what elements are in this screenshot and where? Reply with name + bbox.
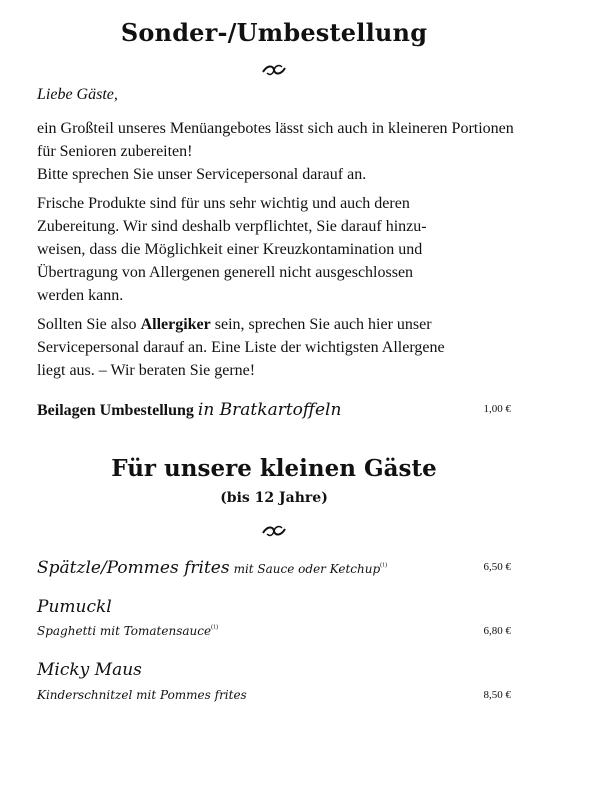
intro-para1: ein Großteil unseres Menüangebotes lässt sich auch in kleineren Portionen für Senioren zubereiten! <box>37 120 514 160</box>
intro-paragraph-2 <box>37 192 517 307</box>
intro-para3-line2: Servicepersonal darauf an. Eine Liste der wichtigsten Allergene <box>37 339 445 356</box>
intro-para1b: Bitte sprechen Sie unser Servicepersonal darauf an. <box>37 166 367 183</box>
kids-menu-item <box>37 622 511 644</box>
intro-paragraph-3 <box>37 313 517 382</box>
allergiker-emphasis: Allergiker <box>140 316 211 333</box>
intro-para3-pre: Sollten Sie also <box>37 316 141 333</box>
kids-menu-item <box>37 558 511 580</box>
kids-ornament-divider <box>0 523 548 541</box>
intro-para2-line5: werden kann. <box>37 287 124 304</box>
beilagen-price: 1,00 € <box>483 403 511 415</box>
dish-description: Spaghetti mit Tomatensauce <box>37 624 212 638</box>
beilagen-row <box>37 400 511 422</box>
dish-name: Pumuckl <box>37 597 112 617</box>
dish-price: 8,50 € <box>483 689 511 701</box>
dish-price: 6,50 € <box>483 561 511 573</box>
flourish-icon <box>261 524 287 538</box>
salutation: Liebe Gäste, <box>37 86 118 103</box>
dish-name: Micky Maus <box>37 660 142 680</box>
kids-menu-item-name <box>37 597 112 617</box>
dish-price: 6,80 € <box>483 625 511 637</box>
intro-para3-line1 <box>37 313 517 336</box>
allergen-note: (1) <box>380 562 388 569</box>
flourish-icon <box>261 63 287 77</box>
intro-para2-line4: Übertragung von Allergenen generell nicht ausgeschlossen <box>37 264 414 281</box>
kids-menu-item-name <box>37 660 142 680</box>
kids-section-subtitle: (bis 12 Jahre) <box>220 490 328 506</box>
page-title: Sonder-/Umbestellung <box>120 18 428 47</box>
beilagen-label: Beilagen Umbestellung <box>37 402 194 419</box>
dish-name: Spätzle/Pommes frites <box>37 558 230 578</box>
intro-para3-line3: liegt aus. – Wir beraten Sie gerne! <box>37 362 256 379</box>
ornament-divider <box>0 62 548 80</box>
intro-para2-line2: Zubereitung. Wir sind deshalb verpflichtet, Sie darauf hinzu- <box>37 218 427 235</box>
intro-para2-line1: Frische Produkte sind für uns sehr wichtig und auch deren <box>37 195 410 212</box>
kids-menu-item <box>37 686 511 708</box>
beilagen-script: in Bratkartoffeln <box>197 400 342 420</box>
intro-para3-post: sein, sprechen Sie auch hier unser <box>210 316 432 333</box>
dish-description: mit Sauce oder Ketchup <box>233 562 381 576</box>
kids-section-title: Für unsere kleinen Gäste <box>111 455 437 482</box>
intro-para1-text <box>37 117 517 163</box>
intro-para2-line3: weisen, dass die Möglichkeit einer Kreuzkontamination und <box>37 241 423 258</box>
allergen-note: (1) <box>211 624 219 631</box>
dish-description: Kinderschnitzel mit Pommes frites <box>37 688 247 702</box>
intro-paragraph-1 <box>37 117 517 186</box>
